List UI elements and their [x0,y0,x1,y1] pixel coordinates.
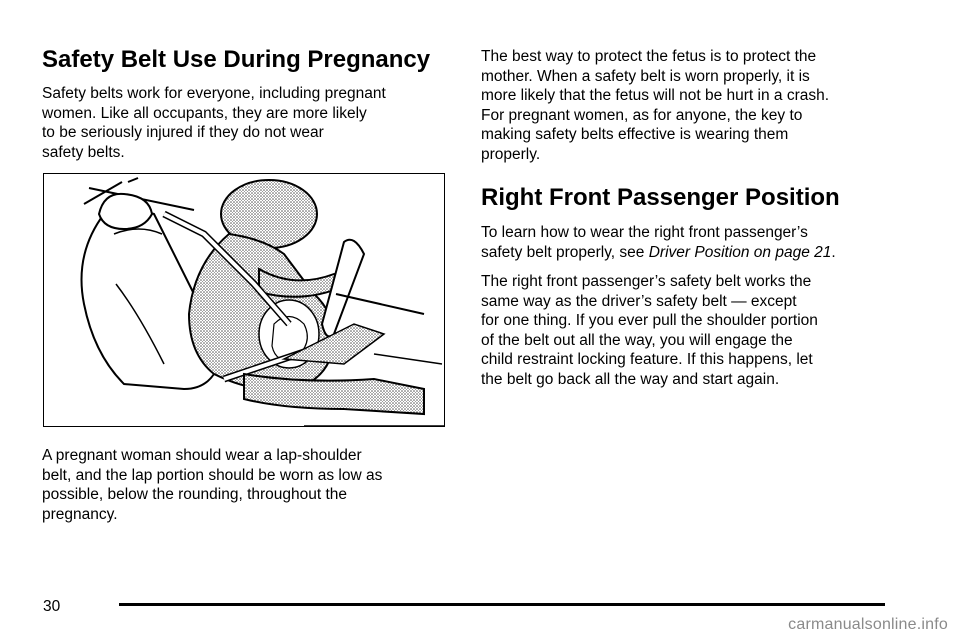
fetus-protection-paragraph: The best way to protect the fetus is to protect the mother. When a safety belt is worn properly, it is more likely that the fetus will not be hurt in a crash. For pregnant women, as for anyone, the key to making safety belts effective is wearing them properly. [481,48,830,163]
driver-position-reference: Driver Position on page 21 [648,243,832,261]
footer-rule [119,603,885,606]
passenger-intro-paragraph: To learn how to wear the right front passenger’s safety belt properly, see Driver Position on page 21. [481,224,836,261]
watermark: carmanualsonline.info [788,616,948,633]
section-heading-right-front-passenger: Right Front Passenger Position [481,184,840,211]
intro-paragraph: Safety belts work for everyone, including pregnant women. Like all occupants, they are more likely to be seriously injured if they do not wear safety belts. [42,85,386,161]
passenger-belt-paragraph: The right front passenger’s safety belt works the same way as the driver’s safety belt — except for one thing. If you ever pull the shoulder portion of the belt out all the way, you will engage the child restraint locking feature. If this happens, let the belt go back all the way and start again. [481,273,818,388]
pregnant-woman-seat-belt-icon [44,174,444,426]
pregnant-woman-seat-belt-illustration [43,173,445,427]
page-number: 30 [43,598,61,615]
figure-caption: A pregnant woman should wear a lap-shoulder belt, and the lap portion should be worn as low as possible, below the rounding, throughout the pregnancy. [42,447,383,523]
section-heading-pregnancy: Safety Belt Use During Pregnancy [42,46,431,73]
